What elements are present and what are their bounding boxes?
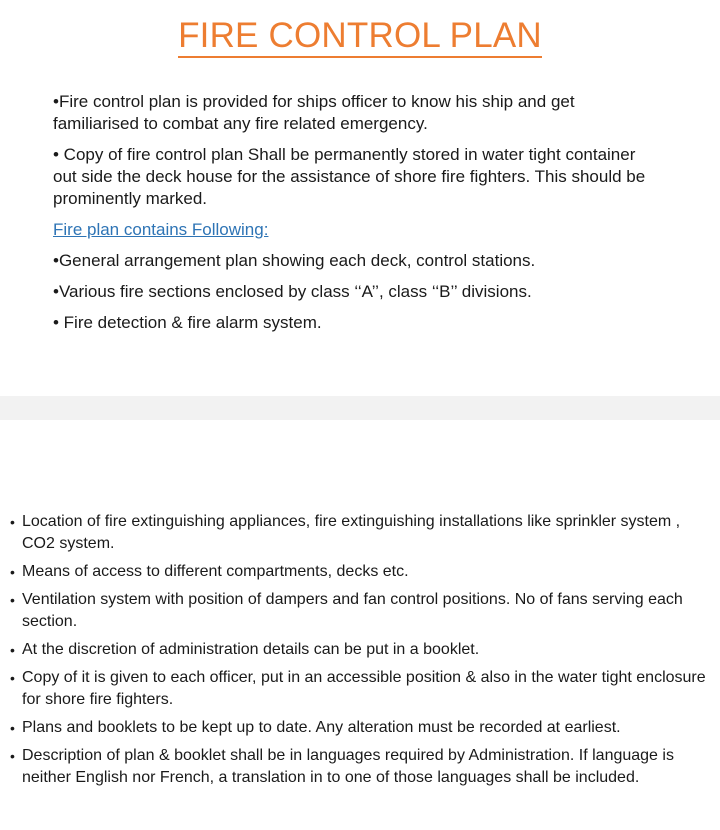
list-item-text: At the discretion of administration details can be put in a booklet. [22, 641, 480, 658]
list-item [10, 589, 710, 633]
list-item [10, 745, 710, 789]
list-item-text: Means of access to different compartments, decks etc. [22, 563, 409, 580]
list-item [10, 511, 710, 555]
bullet-icon: • [10, 642, 15, 658]
bullet-icon: • [10, 514, 15, 530]
list-item [10, 639, 710, 661]
list-item-text: Plans and booklets to be kept up to date. Any alteration must be recorded at earliest. [22, 719, 621, 736]
bullet-icon: • [10, 748, 15, 764]
slide-title [0, 16, 720, 56]
list-item [10, 667, 710, 711]
bullet-icon: • [10, 670, 15, 686]
contents-bullet-fire-detection: • Fire detection & fire alarm system. [53, 313, 322, 332]
slide-separator [0, 396, 720, 420]
bullet-icon: • [10, 564, 15, 580]
list-item-text: Description of plan & booklet shall be in languages required by Administration. If language is neither English nor French, a translation in to one of those languages shall be included. [22, 747, 674, 786]
contents-list [10, 511, 710, 795]
contents-bullet-fire-sections: •Various fire sections enclosed by class ‘‘A’’, class ‘‘B’’ divisions. [53, 282, 532, 301]
list-item-text: Location of fire extinguishing appliances, fire extinguishing installations like sprinkler system , CO2 system. [22, 513, 681, 552]
slide-fire-control-plan [0, 0, 720, 396]
slide-body [53, 91, 663, 343]
slide-title-text: FIRE CONTROL PLAN [178, 16, 542, 58]
slide-fire-plan-contents-continued [0, 420, 720, 830]
list-item [10, 561, 710, 583]
contents-bullet-general-arrangement: •General arrangement plan showing each deck, control stations. [53, 251, 536, 270]
list-item-text: Copy of it is given to each officer, put in an accessible position & also in the water tight enclosure for shore fire fighters. [22, 669, 706, 708]
list-item-text: Ventilation system with position of dampers and fan control positions. No of fans serving each section. [22, 591, 683, 630]
bullet-icon: • [10, 720, 15, 736]
bullet-icon: • [10, 592, 15, 608]
intro-paragraph: •Fire control plan is provided for ships officer to know his ship and get familiarised to combat any fire related emergency. [53, 92, 575, 133]
storage-paragraph: • Copy of fire control plan Shall be permanently stored in water tight container out side the deck house for the assistance of shore fire fighters. This should be prominently marked. [53, 145, 646, 208]
list-item [10, 717, 710, 739]
contents-subheading: Fire plan contains Following: [53, 220, 269, 239]
